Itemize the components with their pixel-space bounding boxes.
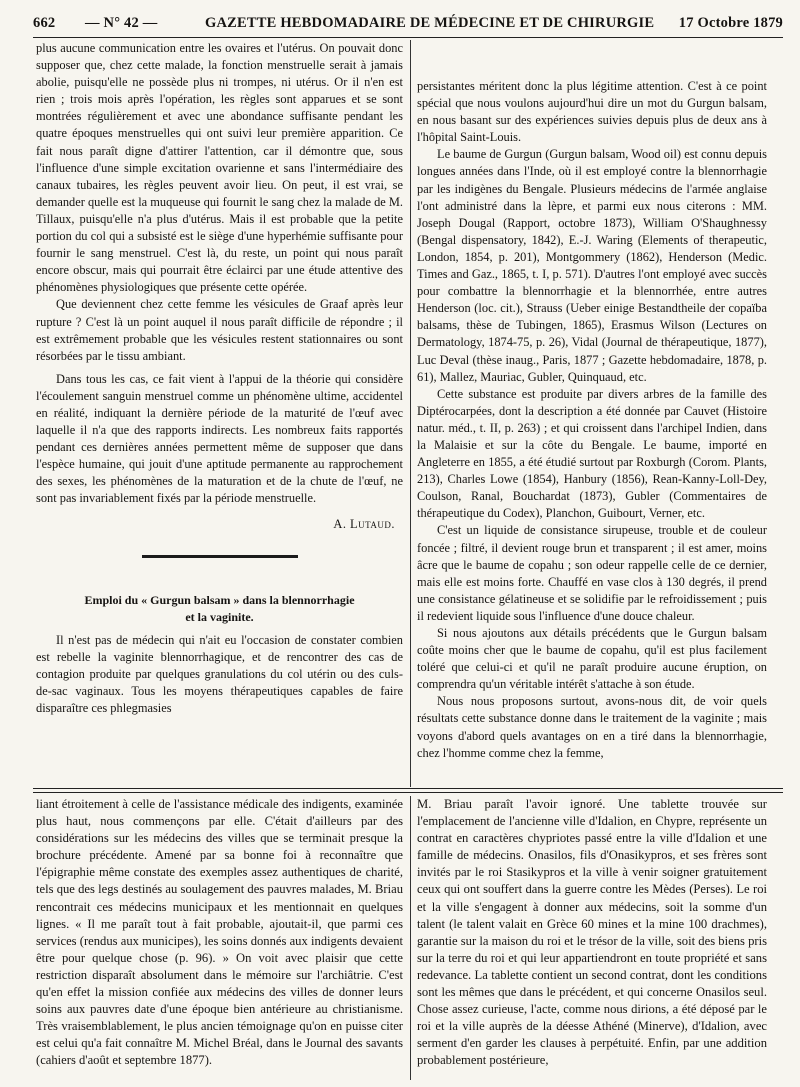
footnote-rule-thin xyxy=(33,792,783,793)
bottom-right-column xyxy=(417,796,767,1070)
body-paragraph: C'est un liquide de consistance sirupeuse, trouble et de couleur foncée ; filtré, il devient rouge brun et transparent ; il est amer, moins âcre que le baume de copahu ; son odeur rappelle celle de ce dernier, mais elle est moins forte. Chauffé en vase clos à 130 degrés, il prend une consistance gélatineuse et se solidifie par le refroidissement ; puis il redevient liquide sous l'influence d'une douce chaleur. xyxy=(417,523,767,623)
author-signature: A. Lutaud. xyxy=(333,516,395,531)
body-paragraph: Nous nous proposons surtout, avons-nous dit, de voir quels résultats cette substance donne dans le traitement de la vaginite ; mais voyons d'abord quels avantages on en a tiré dans la blennorrhagie, chez l'homme comme chez la femme, xyxy=(417,694,767,760)
page-number: 662 xyxy=(33,15,56,31)
section-separator xyxy=(142,555,298,558)
body-paragraph: Cette substance est produite par divers arbres de la famille des Diptérocarpées, dont la description a été donnée par Cauvet (Histoire natur. méd., t. II, p. 263) ; et qui croissent dans l'archipel Indien, dans la Malaisie et sur la côte du Bengale. Le baume, importé en Angleterre en 1855, a été étudié surtout par Roxburgh (Corom. Plants, 213), Charles Lowe (1854), Hanbury (1856), Rean-Kanny-Loll-Dey, Coulson, Ranal, Bouchardat (1873), Gubler (Commentaires de thérapeutique du Codex), Planchon, Guibourt, Verner, etc. xyxy=(417,386,767,521)
section-title-line: Emploi du « Gurgun balsam » dans la blennorrhagie xyxy=(84,592,355,607)
body-paragraph: Il n'est pas de médecin qui n'ait eu l'occasion de constater combien est rebelle la vaginite blennorrhagique, et de rencontrer des cas de contagion produite par quelques granulations du col utérin ou des culs-de-sac vaginaux. Tous les moyens thérapeutiques capables de faire disparaître ces phlegmasies xyxy=(36,632,403,715)
body-paragraph: Dans tous les cas, ce fait vient à l'appui de la théorie qui considère l'écoulement sanguin menstruel comme un phénomène ultime, accidentel en réalité, indiquant la dernière période de la maturité de l'œuf avec laquelle il n'a que des rapports indirects. Les nombreux faits rapportés pendant ces dernières années permettent même de supposer que dans l'espèce humaine, qui jouit d'une aptitude permanente au rapprochement des sexes, les phénomènes de la maturation et de la chute de l'œuf, ne sont pas invariablement fixés par la période menstruelle. xyxy=(36,371,403,506)
feuilleton-text: liant étroitement à celle de l'assistance médicale des indigents, examinée plus haut, nous commençons par elle. C'était d'ailleurs par des considérations sur les médecins des villes que se terminait presque la brochure précédente. Amené par sa bonne foi à reconnaître que l'épigraphie même constate des exemples assez authentiques de charité, tels que des legs destinés au soulagement des pauvres malades, M. Briau rencontrait ces médecins municipaux et les mentionnait en quelques lignes. « Il me paraît tout à fait probable, ajoutait-il, que parmi ces services (rendus aux municipes), les soins donnés aux indigents devaient être pour quelque chose (p. 96). » On voit avec plaisir que cette restriction disparaît absolument dans le mémoire sur l'archiâtrie. C'est qu'en effet la mission confiée aux médecins des villes de donner leurs soins aux pauvres date d'une époque bien antérieure au christianisme. Très vraisemblablement, le plus ancien témoignage qu'on en puisse citer est celui qu'a fait connaître M. Michel Bréal, dans le Journal des savants (cahiers d'août et septembre 1877). xyxy=(36,797,403,1068)
column-divider-bottom xyxy=(410,796,411,1080)
body-paragraph: plus aucune communication entre les ovaires et l'utérus. On pouvait donc supposer que, chez cette malade, la fonction menstruelle serait à jamais abolie, puisqu'elle ne possède plus ni trompes, ni utérus. Or il n'en est rien ; trois mois après l'opération, les règles sont apparues et se sont montrées régulièrement et avec une abondance suffisante pendant les quatre époques menstruelles qui ont suivi leur première apparition. Ce fait nous paraît digne d'attirer l'attention, car il démontre que, sous l'influence d'une simple excitation ovarienne et sans l'intermédiaire des canaux tubaires, les règles peuvent avoir lieu. On peut, il est vrai, se demander quelle est la muqueuse qui fournit le sang chez la malade de M. Tillaux, puisqu'elle n'a plus d'utérus. Mais il est probable que la petite portion du col qui a subsisté est le siège d'une hyperhémie suffisante pour fournir le sang menstruel. C'est là, du reste, un point qui nous paraît encore obscur, mais qui pourrait être éclairci par une étude attentive des phénomènes physiologiques que présente cette opérée. xyxy=(36,41,403,295)
body-paragraph: persistantes méritent donc la plus légitime attention. C'est à ce point spécial que nous voulons aujourd'hui dire un mot du Gurgun balsam, en nous basant sur des expériences suivies depuis plus de deux ans à l'hôpital Saint-Louis. xyxy=(417,79,767,145)
body-paragraph: Le baume de Gurgun (Gurgun balsam, Wood oil) est connu depuis longues années dans l'Inde, où il est employé contre la blennorrhagie par les indigènes du Bengale. Plusieurs médecins de l'armée anglaise l'ont administré dans la lèpre, et parmi eux nous citerons : MM. Joseph Dougal (Rapport, octobre 1873), William O'Shaughnessy (Bengal dispensatory, 1842), E.-J. Waring (Elements of therapeutic, London, 1854, p. 201), Montgommery (1862), Henderson (Medic. Times and Gaz., 1865, t. I, p. 571). D'autres l'ont employé avec succès pour combattre la blennorrhagie et la blennorrhée, entre autres Henderson (loc. cit.), Strauss (Ueber einige Bestandtheile der copaïba balsams, thèse de Tubingen, 1865), Erasmus Wilson (Lectures on Dermatology, 1874-75, p. 26), Vidal (Journal de thérapeutique, 1877), Luc Deval (thèse inaug., Paris, 1877 ; Gazette hebdomadaire, 1878, p. 61), Mallez, Mauriac, Gubler, Quinquaud, etc. xyxy=(417,147,767,384)
column-divider-top xyxy=(410,40,411,787)
left-column xyxy=(36,40,403,717)
feuilleton-text: M. Briau paraît l'avoir ignoré. Une tablette trouvée sur l'emplacement de l'ancienne ville d'Idalion, en Chypre, représente un contrat en caractères chypriotes passé entre la ville d'Idalion et une famille de médecins. Onasilos, fils d'Onasikypros, et ses frères sont invités par le roi Stasikypros et la ville à venir soigner gratuitement ceux qui ont souffert dans la guerre contre les Mèdes (Perses). Le roi et la ville s'engagent à donner aux médecins, soit la somme d'un talent (le talent valait en Grèce 60 mines et la mine 100 drachmes), garantie sur la maison du roi et le trésor de la ville, soit des biens pris sur la terre du roi et qui leur appartiendront en toute propriété et sans redevance. La tablette contient un second contrat, dont les conditions sont les mêmes que dans le précédent, et qui concerne Onasilos seul. Chose assez curieuse, l'acte, comme nous dirions, a été déposé par le roi et la ville auprès de la déesse Athéné (Minerve), d'Idalion, avec serment d'en garder les clauses à perpétuité. Enfin, par une addition probablement postérieure, xyxy=(417,797,767,1068)
bottom-left-column xyxy=(36,796,403,1070)
body-paragraph: Si nous ajoutons aux détails précédents que le Gurgun balsam coûte moins cher que le baume de copahu, qu'il est plus facilement toléré que celui-ci et qu'il ne paraît produire aucune éruption, on comprendra qu'un véritable intérêt s'attache à son étude. xyxy=(417,626,767,692)
issue-date: 17 Octobre 1879 xyxy=(678,15,783,31)
section-title-line: et la vaginite. xyxy=(185,609,254,624)
right-column xyxy=(417,78,767,762)
header-rule xyxy=(33,37,783,38)
footnote-rule xyxy=(33,788,783,789)
body-paragraph: Que deviennent chez cette femme les vésicules de Graaf après leur rupture ? C'est là un point auquel il nous paraît difficile de répondre ; il est extrêmement probable que les vésicules restent stationnaires ou sont résorbées par le tissu ambiant. xyxy=(36,297,403,363)
issue-number: — N° 42 — xyxy=(85,15,158,31)
running-header xyxy=(33,11,783,37)
section-title xyxy=(36,592,403,626)
journal-title: GAZETTE HEBDOMADAIRE DE MÉDECINE ET DE CHIRURGIE xyxy=(205,15,655,31)
